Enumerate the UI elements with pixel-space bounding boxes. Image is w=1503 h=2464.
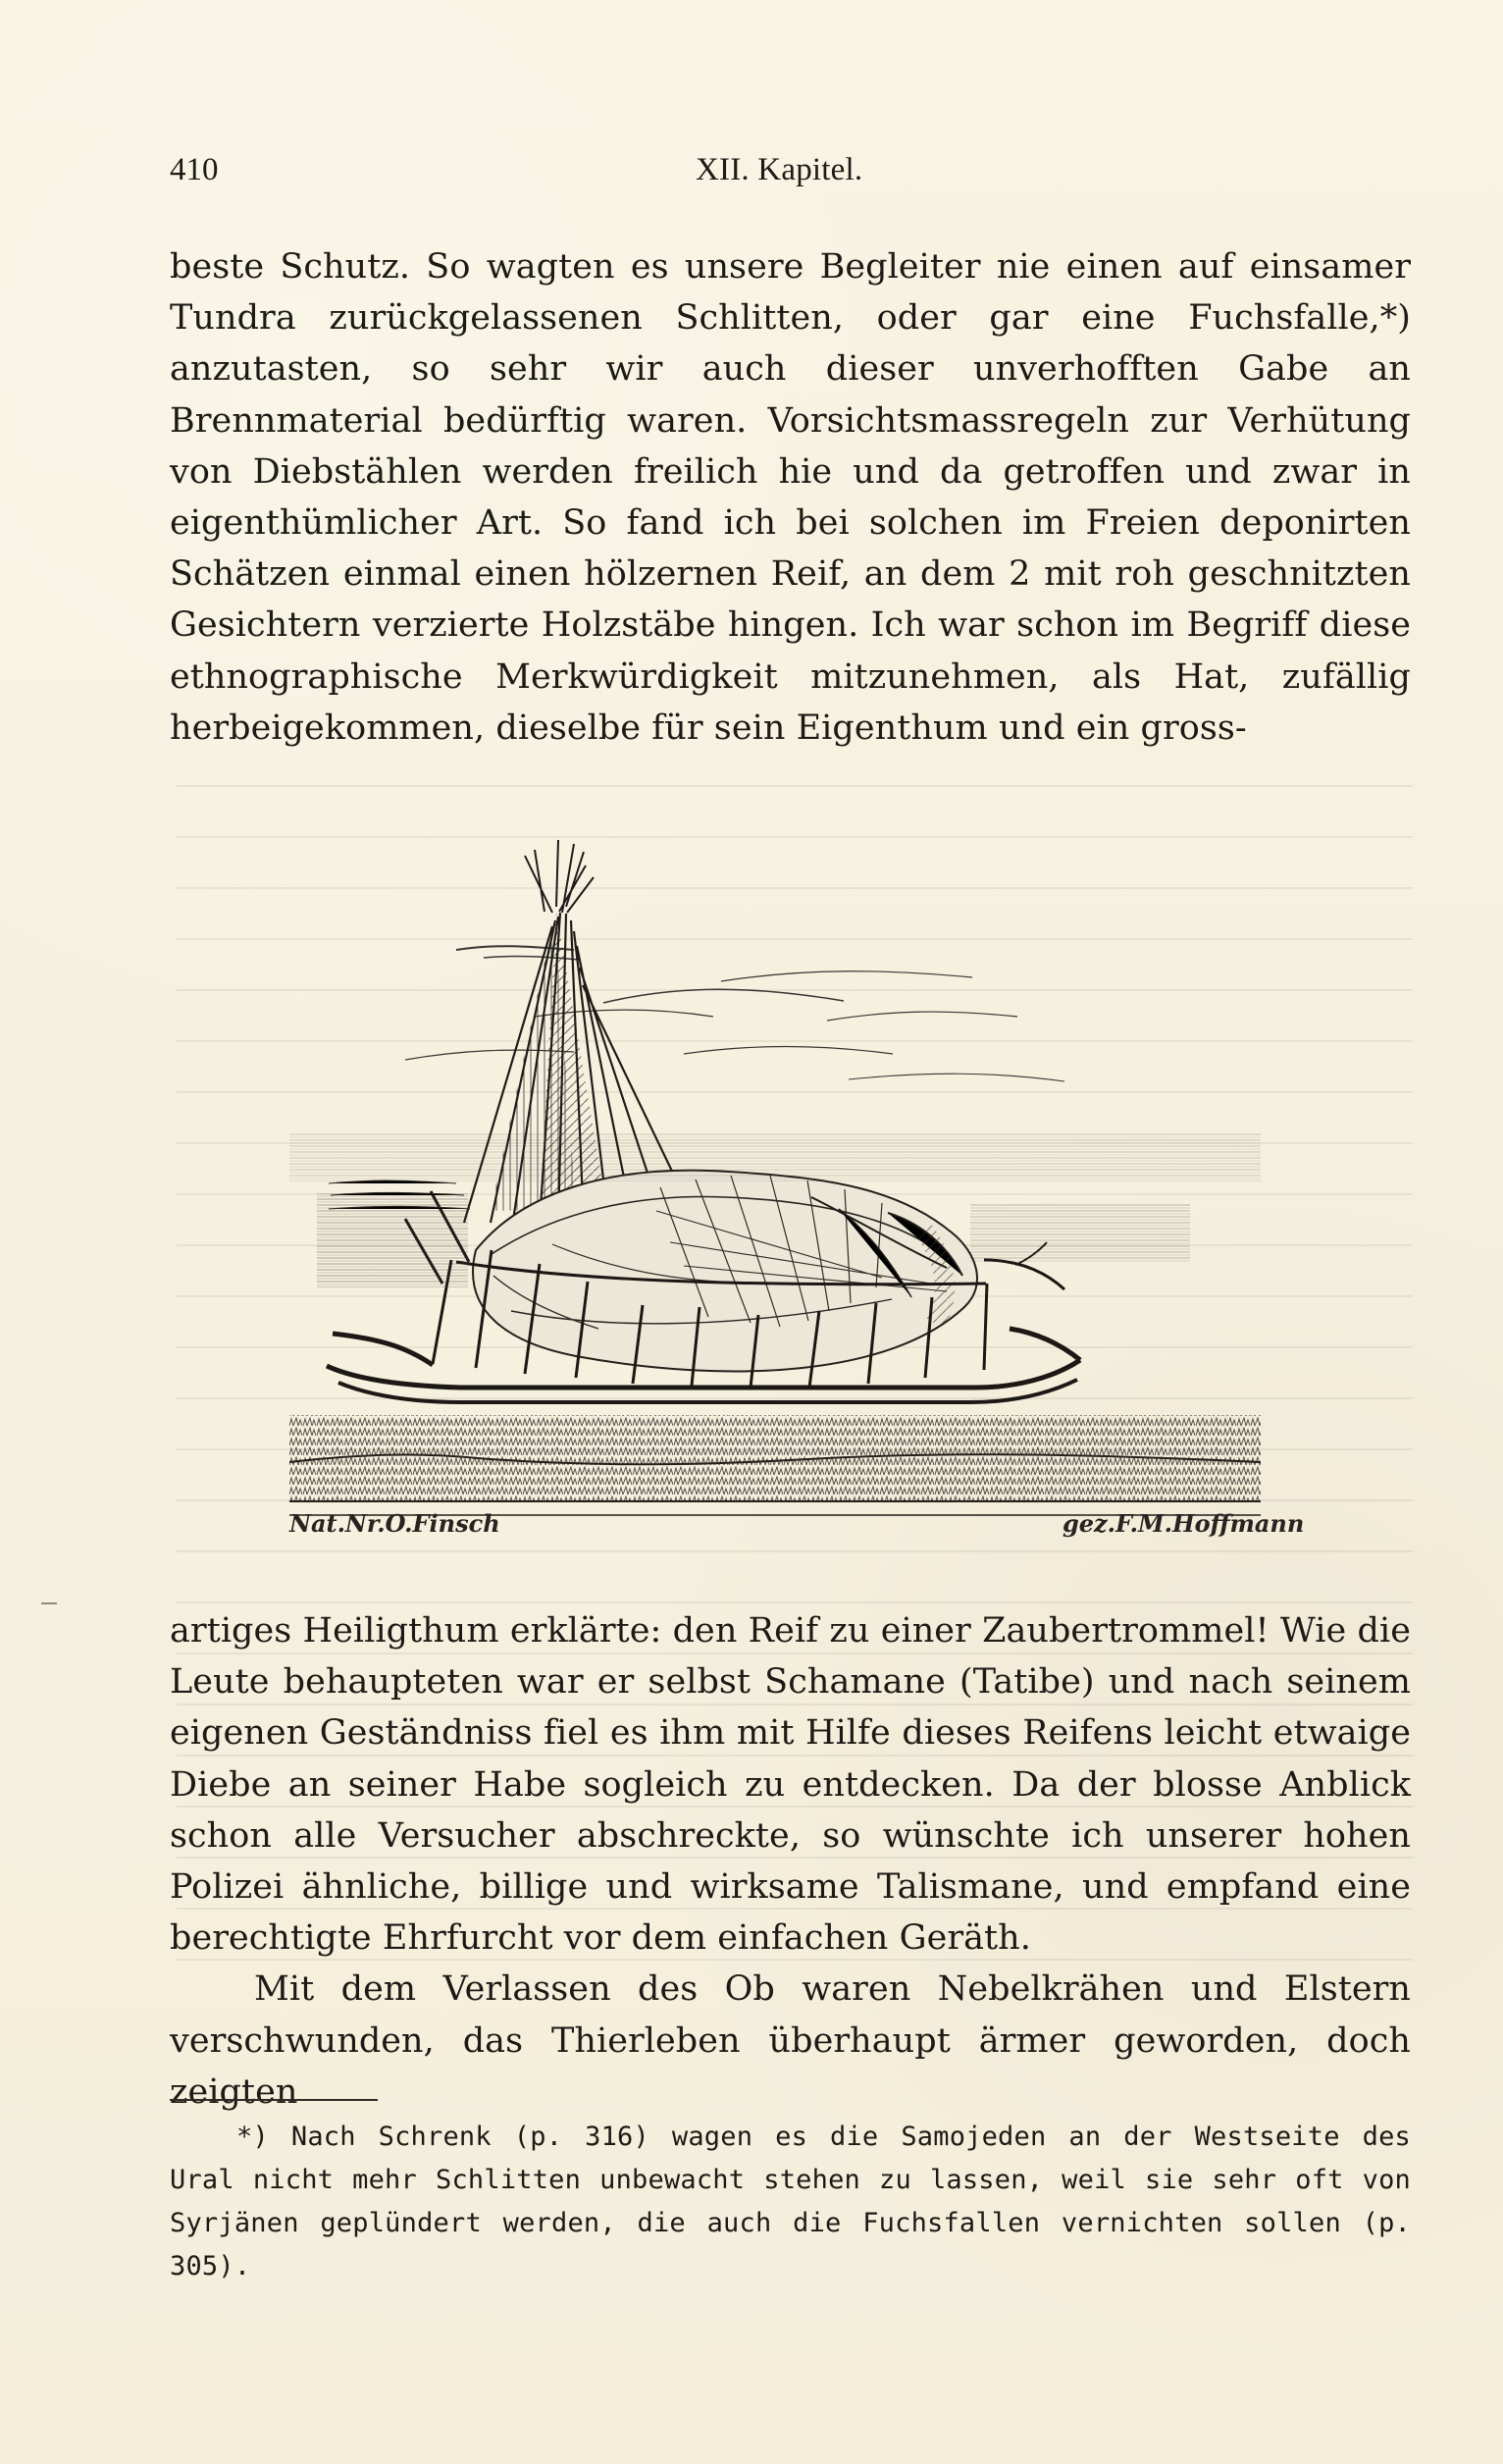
engraving-illustration [289,838,1261,1564]
ground [289,1415,1261,1515]
illustration [289,838,1305,1564]
body-paragraph-bottom-part1: artiges Heiligthum erklärte: den Reif zu einer Zaubertrommel! Wie die Leute behaupteten war er selbst Schamane (Tatibe) und nach seinem eigenen Geständniss fiel es ihm mit Hilfe dieses Reifens leicht etwaige Diebe an seiner Habe sogleich zu entdecken. Da der blosse Anblick schon alle Versucher abschreckte, so wünschte ich unserer hohen Polizei ähnliche, billige und wirksame Talismane, und empfand eine berechtigte Ehrfurcht vor dem einfachen Geräth. [170,1611,1411,1959]
covered-load [473,1171,977,1372]
artist-credit-right: gez.F.M.Hoffmann [1062,1509,1305,1538]
footnote-text: *) Nach Schrenk (p. 316) wagen es die Samojeden an der Westseite des Ural nicht mehr Schlitten unbewacht stehen zu lassen, weil sie sehr oft von Syrjänen geplündert werden, die auch die Fuchsfallen vernichten sollen (p. 305). [170,2122,1411,2281]
footnote-rule [170,2099,378,2101]
body-paragraph-bottom-part2: Mit dem Verlassen des Ob waren Nebelkrähen und Elstern verschwunden, das Thierleben überhaupt ärmer geworden, doch zeigten [170,1969,1411,2112]
page-header [170,152,1406,201]
body-paragraph-bottom [170,1605,1411,2112]
body-paragraph-top: beste Schutz. So wagten es unsere Begleiter nie einen auf einsamer Tundra zurückgelassenen Schlitten, oder gar eine Fuchsfalle,*) anzutasten, so sehr wir auch dieser unverhofften Gabe an Brennmaterial bedürftig waren. Vorsichtsmassregeln zur Verhütung von Diebstählen werden freilich hie und da getroffen und zwar in eigenthümlicher Art. So fand ich bei solchen im Freien deponirten Schätzen einmal einen hölzernen Reif, an dem 2 mit roh geschnitzten Gesichtern verzierte Holzstäbe hingen. Ich war schon im Begriff diese ethnographische Merkwürdigkeit mitzunehmen, als Hat, zufällig herbeigekommen, dieselbe für sein Eigenthum und ein gross- [170,247,1411,748]
margin-mark [41,1602,57,1604]
sky-lines [405,946,1064,1081]
artist-credit-left: Nat.Nr.O.Finsch [289,1509,500,1538]
page-number: 410 [170,152,219,187]
footnote [170,2116,1411,2288]
chapter-title: XII. Kapitel. [696,152,863,187]
